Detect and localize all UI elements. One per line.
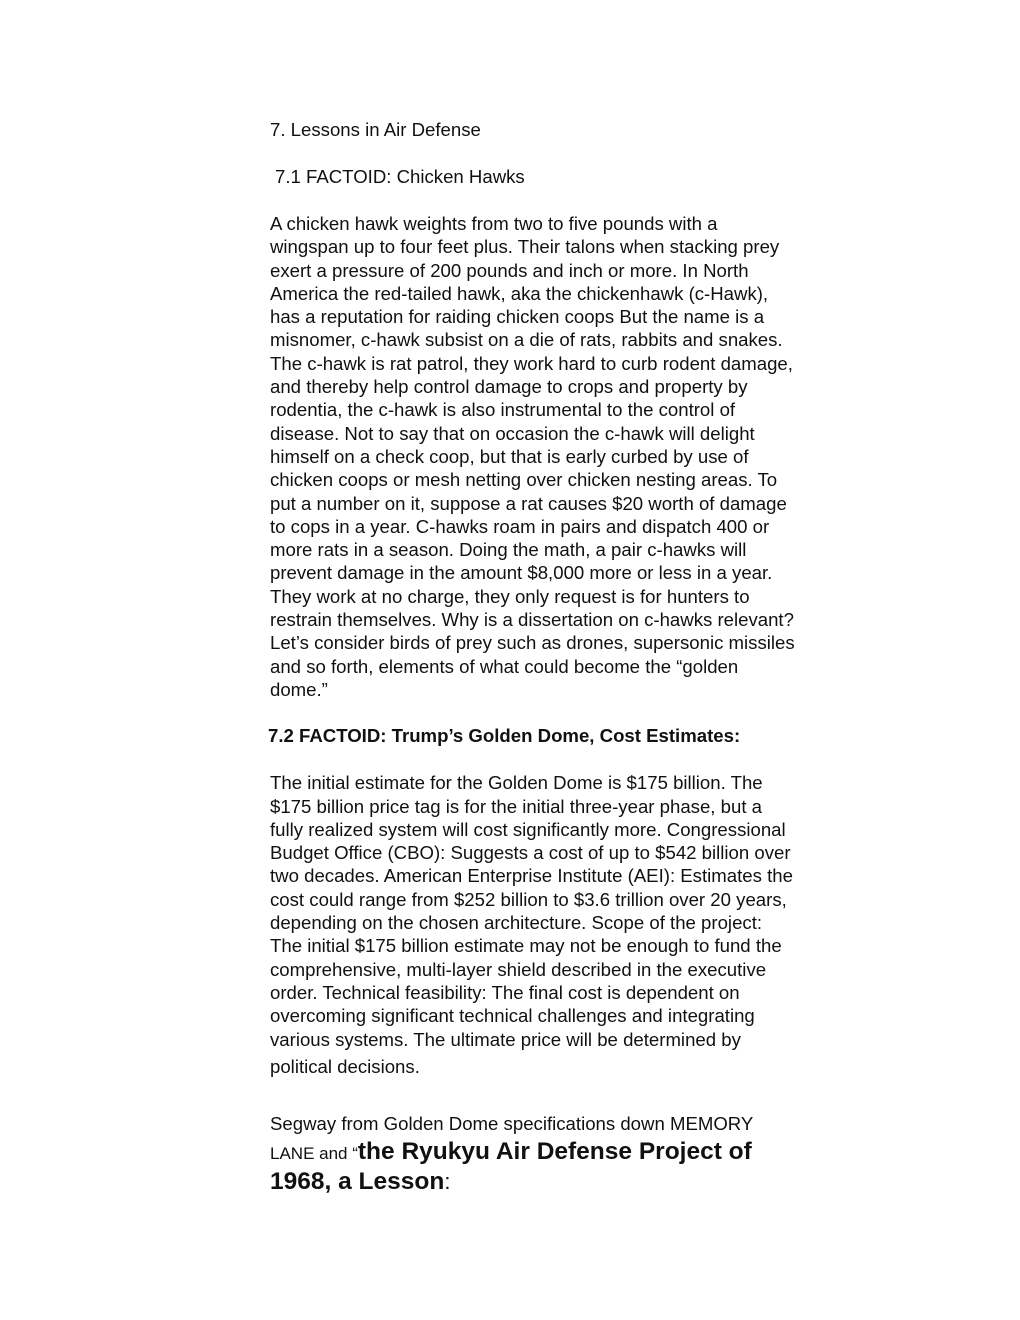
golden-dome-line: The initial estimate for the Golden Dome is $175 billion. The <box>270 772 763 794</box>
golden-dome-paragraph-last-line: political decisions. <box>270 1055 420 1077</box>
chicken-hawk-line: They work at no charge, they only request is for hunters to <box>270 585 750 607</box>
chicken-hawk-line: restrain themselves. Why is a dissertation on c-hawks relevant? <box>270 609 794 631</box>
document-page <box>270 118 850 1197</box>
golden-dome-line: Budget Office (CBO): Suggests a cost of up to $542 billion over <box>270 842 791 864</box>
segway-paragraph <box>270 1110 850 1197</box>
chicken-hawk-line: and thereby help control damage to crops and property by <box>270 376 748 398</box>
segway-line-2 <box>270 1138 850 1168</box>
subsection-2-title: 7.2 FACTOID: Trump’s Golden Dome, Cost Estimates: <box>268 725 741 747</box>
golden-dome-paragraph <box>270 771 850 1051</box>
chicken-hawk-line: wingspan up to four feet plus. Their talons when stacking prey <box>270 236 780 258</box>
chicken-hawk-line: The c-hawk is rat patrol, they work hard to curb rodent damage, <box>270 352 793 374</box>
chicken-hawk-line: and so forth, elements of what could become the “golden <box>270 655 739 677</box>
chicken-hawk-line: more rats in a season. Doing the math, a pair c-hawks will <box>270 539 747 561</box>
golden-dome-line: order. Technical feasibility: The final cost is dependent on <box>270 981 740 1003</box>
chicken-hawk-line: A chicken hawk weights from two to five pounds with a <box>270 213 718 234</box>
segway-line-2-big: the Ryukyu Air Defense Project of <box>357 1138 752 1166</box>
golden-dome-line: overcoming significant technical challenges and integrating <box>270 1005 755 1027</box>
golden-dome-line: cost could range from $252 billion to $3.6 trillion over 20 years, <box>270 888 787 910</box>
chicken-hawk-line: put a number on it, suppose a rat causes $20 worth of damage <box>270 492 787 514</box>
golden-dome-line: The initial $175 billion estimate may not be enough to fund the <box>270 935 782 957</box>
chicken-hawk-line: himself on a check coop, but that is early curbed by use of <box>270 445 749 467</box>
chicken-hawk-line: prevent damage in the amount $8,000 more or less in a year. <box>270 562 773 584</box>
segway-line-2-small: LANE and “ <box>270 1144 358 1164</box>
chicken-hawk-line: Let’s consider birds of prey such as drones, supersonic missiles <box>270 632 795 654</box>
chicken-hawk-line: to cops in a year. C-hawks roam in pairs and dispatch 400 or <box>270 515 770 537</box>
golden-dome-line: depending on the chosen architecture. Scope of the project: <box>270 912 763 934</box>
chicken-hawk-line: disease. Not to say that on occasion the c-hawk will delight <box>270 422 755 444</box>
chicken-hawk-line: has a reputation for raiding chicken coops But the name is a <box>270 306 765 328</box>
section-title: 7. Lessons in Air Defense <box>270 119 481 140</box>
subsection-1-title-text: 7.1 FACTOID: Chicken Hawks <box>275 166 525 187</box>
chicken-hawk-line: misnomer, c-hawk subsist on a die of rats, rabbits and snakes. <box>270 329 783 351</box>
chicken-hawk-line: chicken coops or mesh netting over chicken nesting areas. To <box>270 469 778 491</box>
chicken-hawk-line: America the red-tailed hawk, aka the chickenhawk (c-Hawk), <box>270 282 769 304</box>
chicken-hawk-line: dome.” <box>270 678 328 700</box>
segway-line-3-big: 1968, a Lesson <box>270 1168 445 1196</box>
golden-dome-line: comprehensive, multi-layer shield described in the executive <box>270 958 767 980</box>
chicken-hawk-line: rodentia, the c-hawk is also instrumental to the control of <box>270 399 736 421</box>
segway-line-3 <box>270 1168 850 1197</box>
chicken-hawk-paragraph <box>270 212 850 701</box>
golden-dome-line: fully realized system will cost significantly more. Congressional <box>270 818 786 840</box>
subsection-1-title <box>270 165 850 189</box>
chicken-hawk-line: exert a pressure of 200 pounds and inch or more. In North <box>270 259 749 281</box>
segway-line-1: Segway from Golden Dome specifications down MEMORY <box>270 1113 754 1135</box>
golden-dome-line: various systems. The ultimate price will be determined by <box>270 1028 741 1050</box>
segway-line-3-colon: : <box>444 1169 451 1195</box>
golden-dome-line: two decades. American Enterprise Institute (AEI): Estimates the <box>270 865 793 887</box>
golden-dome-line: $175 billion price tag is for the initial three-year phase, but a <box>270 795 762 817</box>
